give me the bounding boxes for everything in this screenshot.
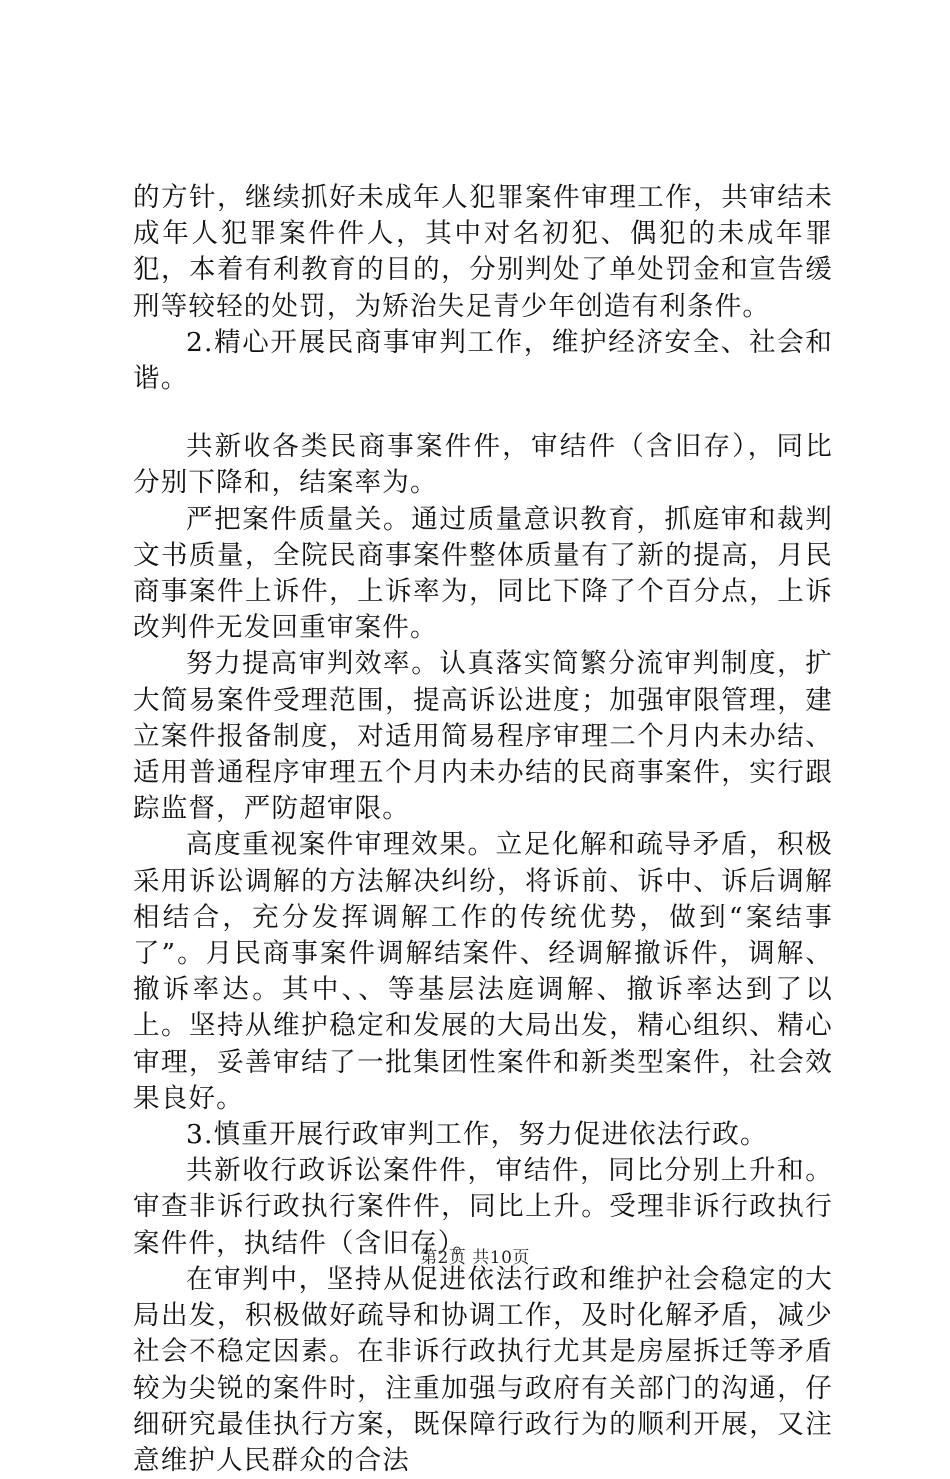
paragraph-administrative-practice: 在审判中，坚持从促进依法行政和维护社会稳定的大局出发，积极做好疏导和协调工作，及时化解矛盾，减少社会不稳定因素。在非诉行政执行尤其是房屋拆迁等矛盾较为尖锐的案件时，注重加强与政府有关部门的沟通，仔细研究最佳执行方案，既保障行政行为的顺利开展，又注意维护人民群众的合法 bbox=[133, 1263, 833, 1476]
paragraph-continuation: 的方针，继续抓好未成年人犯罪案件审理工作，共审结未成年人犯罪案件件人，其中对名初犯、偶犯的未成年罪犯，本着有利教育的目的，分别判处了单处罚金和宣告缓刑等较轻的处罚，为矫治失足青少年创造有利条件。 bbox=[133, 182, 833, 322]
page-number-footer: 第2页 共10页 bbox=[420, 1248, 530, 1268]
section-heading-administrative: 3.慎重开展行政审判工作，努力促进依法行政。 bbox=[186, 1119, 768, 1151]
paragraph-trial-efficiency: 努力提高审判效率。认真落实简繁分流审判制度，扩大简易案件受理范围，提高诉讼进度；加强审限管理，建立案件报备制度，对适用简易程序审理二个月内未办结、适用普通程序审理五个月内未办结的民商事案件，实行跟踪监督，严防超审限。 bbox=[133, 648, 833, 825]
paragraph-civil-cases-stats: 共新收各类民商事案件件，审结件（含旧存），同比分别下降和，结案率为。 bbox=[133, 431, 833, 499]
section-heading-civil-commercial: 2.精心开展民商事审判工作，维护经济安全、社会和谐。 bbox=[133, 326, 833, 395]
paragraph-administrative-stats: 共新收行政诉讼案件件，审结件，同比分别上升和。审查非诉行政执行案件件，同比上升。受理非诉行政执行案件件，执结件（含旧存）。 bbox=[133, 1155, 833, 1259]
paragraph-trial-effect: 高度重视案件审理效果。立足化解和疏导矛盾，积极采用诉讼调解的方法解决纠纷，将诉前、诉中、诉后调解相结合，充分发挥调解工作的传统优势，做到“案结事了”。月民商事案件调解结案件、经调解撤诉件，调解、撤诉率达。其中、、等基层法庭调解、撤诉率达到了以上。坚持从维护稳定和发展的大局出发，精心组织、精心审理，妥善审结了一批集团性案件和新类型案件，社会效果良好。 bbox=[133, 829, 833, 1114]
blank-line bbox=[133, 397, 833, 429]
document-body bbox=[133, 180, 833, 1479]
paragraph-case-quality: 严把案件质量关。通过质量意识教育，抓庭审和裁判文书质量，全院民商事案件整体质量有了新的提高，月民商事案件上诉件，上诉率为，同比下降了个百分点，上诉改判件无发回重审案件。 bbox=[133, 503, 833, 644]
